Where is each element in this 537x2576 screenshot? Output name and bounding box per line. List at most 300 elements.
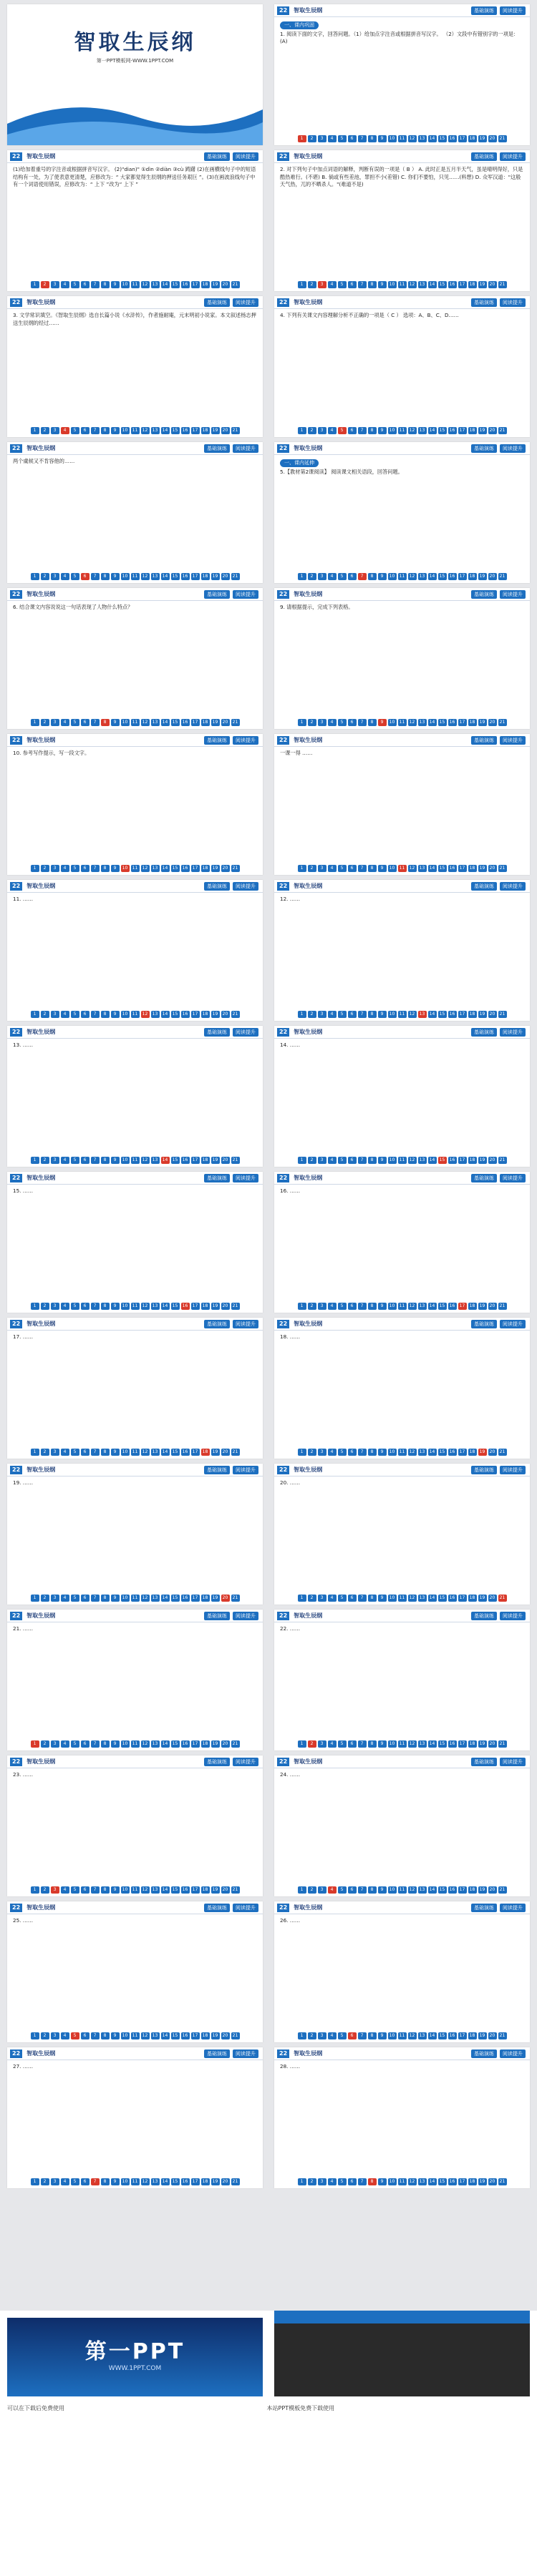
reading-improve-button[interactable]: 阅读提升 <box>233 1028 258 1037</box>
pager-button[interactable]: 3 <box>318 427 326 434</box>
pager-button[interactable]: 3 <box>318 1157 326 1164</box>
pager-button[interactable]: 13 <box>418 1740 427 1748</box>
pager-button[interactable]: 4 <box>328 2178 337 2185</box>
pager-button[interactable]: 17 <box>191 1011 200 1018</box>
pager-button[interactable]: 13 <box>151 427 160 434</box>
pager-button[interactable]: 8 <box>101 1886 110 1894</box>
pager-button[interactable]: 9 <box>111 1740 120 1748</box>
pager-button[interactable]: 11 <box>398 1449 407 1456</box>
pager-button[interactable]: 9 <box>378 719 387 726</box>
pager-button[interactable]: 9 <box>378 1303 387 1310</box>
pager-button[interactable]: 1 <box>31 427 39 434</box>
pager-button[interactable]: 2 <box>41 573 49 580</box>
pager-button[interactable]: 10 <box>388 427 397 434</box>
pager-button[interactable]: 4 <box>328 865 337 872</box>
pager-button[interactable]: 18 <box>201 1595 210 1602</box>
pager-button[interactable]: 14 <box>428 2032 437 2039</box>
pager-button[interactable]: 20 <box>488 719 497 726</box>
pager-button[interactable]: 11 <box>131 865 140 872</box>
pager-button[interactable]: 1 <box>298 865 306 872</box>
pager-button[interactable]: 8 <box>368 1449 377 1456</box>
basic-practice-button[interactable]: 基础演练 <box>471 1904 497 1912</box>
pager-button[interactable]: 6 <box>81 573 90 580</box>
pager-button[interactable]: 15 <box>171 865 180 872</box>
pager-button[interactable]: 18 <box>201 1740 210 1748</box>
pager-button[interactable]: 21 <box>498 1303 507 1310</box>
pager-button[interactable]: 20 <box>221 1740 230 1748</box>
pager-button[interactable]: 10 <box>121 573 130 580</box>
basic-practice-button[interactable]: 基础演练 <box>471 1758 497 1766</box>
pager-button[interactable]: 11 <box>131 2178 140 2185</box>
pager-button[interactable]: 12 <box>408 1595 417 1602</box>
pager-button[interactable]: 10 <box>121 719 130 726</box>
pager-button[interactable]: 7 <box>358 135 367 142</box>
pager-button[interactable]: 2 <box>41 1740 49 1748</box>
pager-button[interactable]: 10 <box>121 2178 130 2185</box>
pager-button[interactable]: 20 <box>488 427 497 434</box>
pager-button[interactable]: 15 <box>438 719 447 726</box>
pager-button[interactable]: 14 <box>428 1303 437 1310</box>
pager-button[interactable]: 1 <box>31 719 39 726</box>
pager-button[interactable]: 5 <box>71 1886 79 1894</box>
pager-button[interactable]: 16 <box>181 1886 190 1894</box>
pager-button[interactable]: 21 <box>498 865 507 872</box>
pager-button[interactable]: 15 <box>171 573 180 580</box>
pager-button[interactable]: 3 <box>318 1303 326 1310</box>
pager-button[interactable]: 6 <box>348 427 357 434</box>
pager-button[interactable]: 6 <box>348 135 357 142</box>
pager-button[interactable]: 10 <box>121 1011 130 1018</box>
pager-button[interactable]: 10 <box>121 1157 130 1164</box>
pager-button[interactable]: 8 <box>368 1886 377 1894</box>
pager-button[interactable]: 8 <box>101 427 110 434</box>
pager-button[interactable]: 7 <box>91 2178 100 2185</box>
pager-button[interactable]: 6 <box>348 1303 357 1310</box>
pager-button[interactable]: 8 <box>101 2032 110 2039</box>
pager-button[interactable]: 15 <box>438 135 447 142</box>
pager-button[interactable]: 20 <box>488 1303 497 1310</box>
pager-button[interactable]: 8 <box>368 719 377 726</box>
pager-button[interactable]: 10 <box>388 1886 397 1894</box>
pager-button[interactable]: 15 <box>171 719 180 726</box>
pager-button[interactable]: 1 <box>31 2178 39 2185</box>
pager-button[interactable]: 12 <box>141 281 150 288</box>
pager-button[interactable]: 9 <box>378 427 387 434</box>
pager-button[interactable]: 6 <box>348 1595 357 1602</box>
pager-button[interactable]: 2 <box>41 1595 49 1602</box>
pager-button[interactable]: 5 <box>338 1303 347 1310</box>
pager-button[interactable]: 9 <box>111 1011 120 1018</box>
pager-button[interactable]: 18 <box>201 1303 210 1310</box>
pager-button[interactable]: 5 <box>71 427 79 434</box>
pager-button[interactable]: 19 <box>211 2032 220 2039</box>
pager-button[interactable]: 6 <box>348 1449 357 1456</box>
pager-button[interactable]: 2 <box>308 1157 316 1164</box>
pager-button[interactable]: 2 <box>41 2178 49 2185</box>
pager-button[interactable]: 10 <box>121 865 130 872</box>
pager-button[interactable]: 20 <box>488 1157 497 1164</box>
pager-button[interactable]: 12 <box>408 865 417 872</box>
reading-improve-button[interactable]: 阅读提升 <box>233 1466 258 1474</box>
pager-button[interactable]: 17 <box>191 1740 200 1748</box>
pager-button[interactable]: 9 <box>378 865 387 872</box>
pager-button[interactable]: 12 <box>141 1740 150 1748</box>
pager-button[interactable]: 19 <box>211 281 220 288</box>
pager-button[interactable]: 19 <box>211 865 220 872</box>
pager-button[interactable]: 7 <box>358 1011 367 1018</box>
pager-button[interactable]: 4 <box>61 1011 69 1018</box>
pager-button[interactable]: 19 <box>211 1157 220 1164</box>
pager-button[interactable]: 1 <box>298 1740 306 1748</box>
pager-button[interactable]: 15 <box>171 281 180 288</box>
pager-button[interactable]: 16 <box>448 719 457 726</box>
pager-button[interactable]: 7 <box>91 1303 100 1310</box>
pager-button[interactable]: 18 <box>468 1157 477 1164</box>
pager-button[interactable]: 5 <box>71 865 79 872</box>
pager-button[interactable]: 18 <box>201 281 210 288</box>
pager-button[interactable]: 18 <box>468 1449 477 1456</box>
pager-button[interactable]: 21 <box>498 1157 507 1164</box>
pager-button[interactable]: 15 <box>438 2178 447 2185</box>
pager-button[interactable]: 19 <box>478 2032 487 2039</box>
basic-practice-button[interactable]: 基础演练 <box>204 152 230 161</box>
pager-button[interactable]: 12 <box>408 2178 417 2185</box>
pager-button[interactable]: 3 <box>51 1011 59 1018</box>
pager-button[interactable]: 1 <box>298 2032 306 2039</box>
basic-practice-button[interactable]: 基础演练 <box>471 736 497 745</box>
pager-button[interactable]: 18 <box>468 573 477 580</box>
pager-button[interactable]: 21 <box>498 719 507 726</box>
pager-button[interactable]: 9 <box>378 1595 387 1602</box>
pager-button[interactable]: 10 <box>121 427 130 434</box>
pager-button[interactable]: 2 <box>308 573 316 580</box>
pager-button[interactable]: 11 <box>398 1886 407 1894</box>
pager-button[interactable]: 5 <box>71 2178 79 2185</box>
reading-improve-button[interactable]: 阅读提升 <box>500 1904 526 1912</box>
pager-button[interactable]: 9 <box>378 2032 387 2039</box>
pager-button[interactable]: 2 <box>308 1449 316 1456</box>
pager-button[interactable]: 12 <box>141 1157 150 1164</box>
pager-button[interactable]: 20 <box>221 427 230 434</box>
reading-improve-button[interactable]: 阅读提升 <box>500 6 526 15</box>
pager-button[interactable]: 16 <box>448 135 457 142</box>
basic-practice-button[interactable]: 基础演练 <box>471 1174 497 1182</box>
pager-button[interactable]: 4 <box>61 1303 69 1310</box>
pager-button[interactable]: 15 <box>438 1157 447 1164</box>
pager-button[interactable]: 8 <box>368 1157 377 1164</box>
pager-button[interactable]: 2 <box>308 719 316 726</box>
pager-button[interactable]: 13 <box>418 2178 427 2185</box>
pager-button[interactable]: 3 <box>51 1740 59 1748</box>
pager-button[interactable]: 8 <box>368 1011 377 1018</box>
pager-button[interactable]: 4 <box>61 1449 69 1456</box>
pager-button[interactable]: 5 <box>338 2178 347 2185</box>
pager-button[interactable]: 5 <box>71 573 79 580</box>
pager-button[interactable]: 12 <box>408 135 417 142</box>
pager-button[interactable]: 21 <box>231 2032 240 2039</box>
pager-button[interactable]: 4 <box>328 1157 337 1164</box>
pager-button[interactable]: 7 <box>358 1303 367 1310</box>
pager-button[interactable]: 13 <box>151 2032 160 2039</box>
pager-button[interactable]: 19 <box>478 2178 487 2185</box>
pager-button[interactable]: 7 <box>358 2178 367 2185</box>
pager-button[interactable]: 19 <box>211 1595 220 1602</box>
pager-button[interactable]: 17 <box>458 2178 467 2185</box>
pager-button[interactable]: 21 <box>498 2178 507 2185</box>
pager-button[interactable]: 2 <box>308 865 316 872</box>
pager-button[interactable]: 4 <box>61 1595 69 1602</box>
pager-button[interactable]: 2 <box>41 2032 49 2039</box>
pager-button[interactable]: 11 <box>398 1595 407 1602</box>
pager-button[interactable]: 14 <box>161 865 170 872</box>
pager-button[interactable]: 19 <box>478 1157 487 1164</box>
pager-button[interactable]: 15 <box>438 427 447 434</box>
basic-practice-button[interactable]: 基础演练 <box>204 444 230 453</box>
pager-button[interactable]: 6 <box>81 1011 90 1018</box>
reading-improve-button[interactable]: 阅读提升 <box>500 882 526 891</box>
pager-button[interactable]: 5 <box>71 1449 79 1456</box>
pager-button[interactable]: 17 <box>191 281 200 288</box>
pager-button[interactable]: 19 <box>211 1886 220 1894</box>
basic-practice-button[interactable]: 基础演练 <box>204 590 230 599</box>
pager-button[interactable]: 18 <box>468 2032 477 2039</box>
pager-button[interactable]: 21 <box>498 281 507 288</box>
pager-button[interactable]: 12 <box>141 1595 150 1602</box>
pager-button[interactable]: 15 <box>171 1595 180 1602</box>
reading-improve-button[interactable]: 阅读提升 <box>233 1758 258 1766</box>
pager-button[interactable]: 14 <box>161 2178 170 2185</box>
reading-improve-button[interactable]: 阅读提升 <box>500 152 526 161</box>
pager-button[interactable]: 16 <box>448 2178 457 2185</box>
pager-button[interactable]: 15 <box>438 1303 447 1310</box>
pager-button[interactable]: 6 <box>348 281 357 288</box>
pager-button[interactable]: 5 <box>338 573 347 580</box>
pager-button[interactable]: 1 <box>298 573 306 580</box>
pager-button[interactable]: 16 <box>181 1740 190 1748</box>
pager-button[interactable]: 20 <box>221 1303 230 1310</box>
pager-button[interactable]: 6 <box>81 1740 90 1748</box>
reading-improve-button[interactable]: 阅读提升 <box>233 590 258 599</box>
pager-button[interactable]: 19 <box>211 2178 220 2185</box>
pager-button[interactable]: 7 <box>91 865 100 872</box>
pager-button[interactable]: 17 <box>458 2032 467 2039</box>
pager-button[interactable]: 10 <box>121 1740 130 1748</box>
pager-button[interactable]: 13 <box>418 427 427 434</box>
pager-button[interactable]: 10 <box>388 2032 397 2039</box>
pager-button[interactable]: 2 <box>41 1886 49 1894</box>
pager-button[interactable]: 14 <box>161 1011 170 1018</box>
pager-button[interactable]: 21 <box>231 1595 240 1602</box>
pager-button[interactable]: 7 <box>358 1595 367 1602</box>
pager-button[interactable]: 3 <box>318 1886 326 1894</box>
pager-button[interactable]: 1 <box>31 2032 39 2039</box>
pager-button[interactable]: 18 <box>201 1886 210 1894</box>
basic-practice-button[interactable]: 基础演练 <box>471 590 497 599</box>
pager-button[interactable]: 14 <box>161 2032 170 2039</box>
pager-button[interactable]: 15 <box>438 1595 447 1602</box>
pager-button[interactable]: 2 <box>308 1303 316 1310</box>
pager-button[interactable]: 15 <box>438 2032 447 2039</box>
pager-button[interactable]: 4 <box>328 135 337 142</box>
pager-button[interactable]: 19 <box>478 135 487 142</box>
pager-button[interactable]: 8 <box>101 1740 110 1748</box>
pager-button[interactable]: 13 <box>418 1595 427 1602</box>
basic-practice-button[interactable]: 基础演练 <box>471 1466 497 1474</box>
pager-button[interactable]: 7 <box>358 1740 367 1748</box>
pager-button[interactable]: 8 <box>368 573 377 580</box>
pager-button[interactable]: 17 <box>458 427 467 434</box>
pager-button[interactable]: 1 <box>298 135 306 142</box>
pager-button[interactable]: 18 <box>201 719 210 726</box>
pager-button[interactable]: 11 <box>398 1157 407 1164</box>
pager-button[interactable]: 16 <box>181 1157 190 1164</box>
pager-button[interactable]: 19 <box>478 573 487 580</box>
pager-button[interactable]: 8 <box>101 719 110 726</box>
pager-button[interactable]: 14 <box>161 427 170 434</box>
reading-improve-button[interactable]: 阅读提升 <box>233 152 258 161</box>
pager-button[interactable]: 18 <box>201 2178 210 2185</box>
pager-button[interactable]: 10 <box>388 719 397 726</box>
pager-button[interactable]: 12 <box>408 1303 417 1310</box>
pager-button[interactable]: 2 <box>41 1011 49 1018</box>
pager-button[interactable]: 21 <box>498 427 507 434</box>
pager-button[interactable]: 14 <box>428 2178 437 2185</box>
pager-button[interactable]: 21 <box>498 135 507 142</box>
pager-button[interactable]: 15 <box>171 1740 180 1748</box>
pager-button[interactable]: 4 <box>328 573 337 580</box>
pager-button[interactable]: 14 <box>161 1157 170 1164</box>
pager-button[interactable]: 8 <box>101 281 110 288</box>
pager-button[interactable]: 15 <box>438 573 447 580</box>
pager-button[interactable]: 3 <box>51 1886 59 1894</box>
pager-button[interactable]: 18 <box>201 573 210 580</box>
pager-button[interactable]: 12 <box>408 1011 417 1018</box>
pager-button[interactable]: 18 <box>201 1157 210 1164</box>
basic-practice-button[interactable]: 基础演练 <box>471 6 497 15</box>
pager-button[interactable]: 10 <box>388 1449 397 1456</box>
pager-button[interactable]: 5 <box>338 1011 347 1018</box>
pager-button[interactable]: 9 <box>378 1449 387 1456</box>
pager-button[interactable]: 12 <box>141 2178 150 2185</box>
pager-button[interactable]: 3 <box>51 427 59 434</box>
pager-button[interactable]: 18 <box>468 135 477 142</box>
pager-button[interactable]: 3 <box>51 2178 59 2185</box>
pager-button[interactable]: 8 <box>368 1303 377 1310</box>
pager-button[interactable]: 7 <box>91 1157 100 1164</box>
pager-button[interactable]: 1 <box>31 1157 39 1164</box>
pager-button[interactable]: 13 <box>418 865 427 872</box>
reading-improve-button[interactable]: 阅读提升 <box>233 736 258 745</box>
pager-button[interactable]: 8 <box>368 2178 377 2185</box>
pager-button[interactable]: 4 <box>61 1157 69 1164</box>
pager-button[interactable]: 5 <box>338 1449 347 1456</box>
pager-button[interactable]: 4 <box>61 281 69 288</box>
pager-button[interactable]: 11 <box>398 865 407 872</box>
pager-button[interactable]: 1 <box>31 1303 39 1310</box>
pager-button[interactable]: 12 <box>408 1157 417 1164</box>
pager-button[interactable]: 9 <box>378 1740 387 1748</box>
pager-button[interactable]: 20 <box>488 2178 497 2185</box>
pager-button[interactable]: 20 <box>488 1449 497 1456</box>
pager-button[interactable]: 15 <box>171 1157 180 1164</box>
pager-button[interactable]: 16 <box>181 281 190 288</box>
pager-button[interactable]: 8 <box>368 1595 377 1602</box>
pager-button[interactable]: 15 <box>171 427 180 434</box>
pager-button[interactable]: 9 <box>378 2178 387 2185</box>
pager-button[interactable]: 13 <box>151 1157 160 1164</box>
pager-button[interactable]: 7 <box>91 1740 100 1748</box>
pager-button[interactable]: 6 <box>348 1740 357 1748</box>
pager-button[interactable]: 10 <box>388 1011 397 1018</box>
pager-button[interactable]: 10 <box>121 2032 130 2039</box>
pager-button[interactable]: 9 <box>378 281 387 288</box>
pager-button[interactable]: 9 <box>378 573 387 580</box>
pager-button[interactable]: 15 <box>171 1011 180 1018</box>
pager-button[interactable]: 4 <box>328 427 337 434</box>
pager-button[interactable]: 7 <box>358 1886 367 1894</box>
pager-button[interactable]: 4 <box>61 719 69 726</box>
pager-button[interactable]: 15 <box>171 1303 180 1310</box>
pager-button[interactable]: 16 <box>448 427 457 434</box>
pager-button[interactable]: 7 <box>91 427 100 434</box>
pager-button[interactable]: 3 <box>51 1595 59 1602</box>
pager-button[interactable]: 12 <box>408 719 417 726</box>
pager-button[interactable]: 20 <box>221 2032 230 2039</box>
pager-button[interactable]: 10 <box>121 1595 130 1602</box>
basic-practice-button[interactable]: 基础演练 <box>204 1612 230 1620</box>
pager-button[interactable]: 13 <box>151 1595 160 1602</box>
pager-button[interactable]: 3 <box>318 2178 326 2185</box>
pager-button[interactable]: 7 <box>358 719 367 726</box>
pager-button[interactable]: 1 <box>298 281 306 288</box>
pager-button[interactable]: 19 <box>211 719 220 726</box>
pager-button[interactable]: 13 <box>418 1011 427 1018</box>
pager-button[interactable]: 11 <box>398 573 407 580</box>
pager-button[interactable]: 11 <box>398 1011 407 1018</box>
pager-button[interactable]: 14 <box>428 1595 437 1602</box>
pager-button[interactable]: 15 <box>438 1886 447 1894</box>
pager-button[interactable]: 11 <box>398 1740 407 1748</box>
pager-button[interactable]: 4 <box>61 427 69 434</box>
pager-button[interactable]: 11 <box>131 719 140 726</box>
pager-button[interactable]: 6 <box>81 865 90 872</box>
pager-button[interactable]: 8 <box>101 1011 110 1018</box>
pager-button[interactable]: 17 <box>191 1303 200 1310</box>
pager-button[interactable]: 10 <box>121 1886 130 1894</box>
pager-button[interactable]: 3 <box>318 573 326 580</box>
pager-button[interactable]: 5 <box>338 865 347 872</box>
pager-button[interactable]: 7 <box>358 2032 367 2039</box>
pager-button[interactable]: 14 <box>161 1740 170 1748</box>
pager-button[interactable]: 2 <box>41 865 49 872</box>
pager-button[interactable]: 12 <box>408 1740 417 1748</box>
pager-button[interactable]: 1 <box>298 2178 306 2185</box>
pager-button[interactable]: 3 <box>51 865 59 872</box>
pager-button[interactable]: 16 <box>448 865 457 872</box>
pager-button[interactable]: 17 <box>191 1449 200 1456</box>
pager-button[interactable]: 13 <box>418 573 427 580</box>
pager-button[interactable]: 21 <box>498 1740 507 1748</box>
pager-button[interactable]: 20 <box>488 281 497 288</box>
pager-button[interactable]: 8 <box>101 2178 110 2185</box>
pager-button[interactable]: 10 <box>121 1449 130 1456</box>
pager-button[interactable]: 4 <box>328 1011 337 1018</box>
pager-button[interactable]: 15 <box>171 2032 180 2039</box>
basic-practice-button[interactable]: 基础演练 <box>204 1320 230 1328</box>
pager-button[interactable]: 13 <box>418 1157 427 1164</box>
pager-button[interactable]: 6 <box>81 2032 90 2039</box>
pager-button[interactable]: 13 <box>151 573 160 580</box>
